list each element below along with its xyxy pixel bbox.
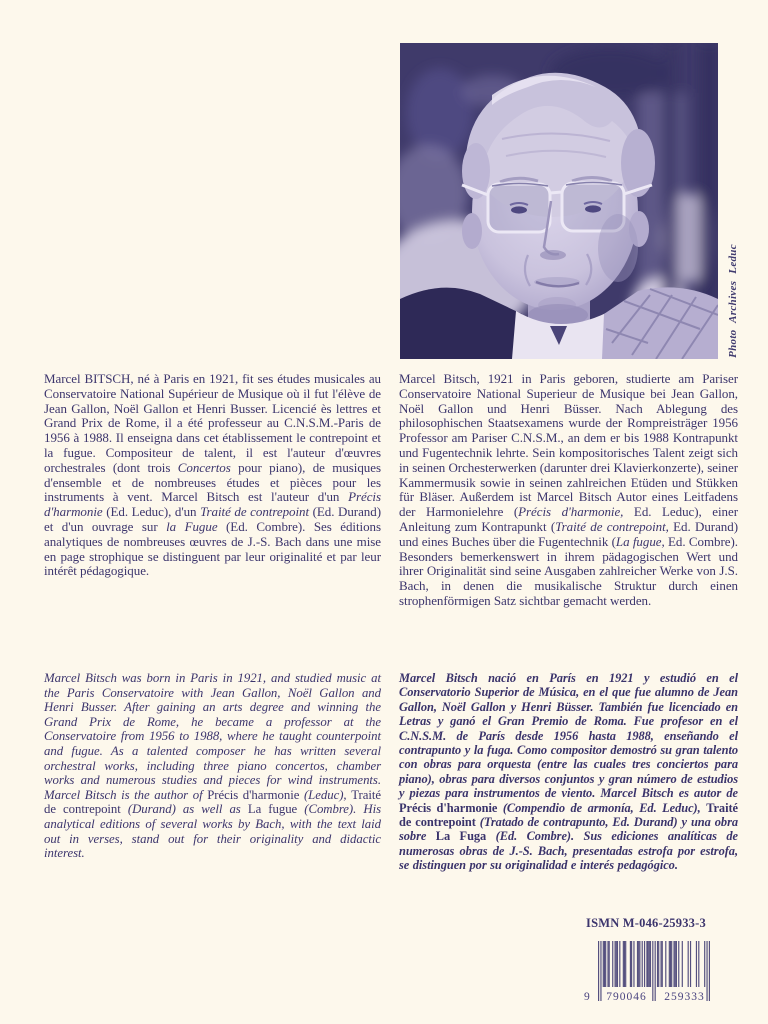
text-segment: (Compendio de armonía, Ed. Leduc), — [497, 800, 707, 815]
text-segment: La fugue — [247, 802, 298, 817]
bio-paragraph-english — [44, 671, 381, 861]
photo-credit: Photo Archives Leduc — [727, 244, 739, 358]
text-segment: Précis d'harmonie — [44, 489, 381, 520]
text-segment: Précis d'harmonie, — [518, 504, 624, 520]
text-segment: Ed. Leduc), einer Anleitung zum Kontrapunkt ( — [399, 504, 738, 534]
bio-paragraph-french — [44, 372, 381, 579]
text-segment: (Tratado de contrapunto, Ed. Durand) y una obra sobre — [399, 815, 738, 844]
ean-barcode — [584, 941, 716, 1003]
text-segment: Traité de contrepoint — [399, 800, 738, 830]
text-segment: Marcel Bitsch nació en París en 1921 y estudió en el Conservatorio Superior de Música, en el que fue alumno de Jean Gallon, Noël Gallon y Henri Büsser. También fue licenciado en Letras y ganó el Gran Premio de Roma. Fue profesor en el C.N.S.M. de París desde 1956 hasta 1988, enseñando el contrapunto y la fuga. Como compositor demostró su gran talento con obras para orquesta (entre las cuales tres conciertos para piano), obras para diversos conjuntos y gran número de estudios y piezas para instrumentos de viento. Marcel Bitsch es autor de — [399, 671, 738, 801]
text-segment: pour piano), de musiques d'ensemble et de nombreuses études et pièces pour les instruments à vent. Marcel Bitsch est l'auteur d'un — [44, 459, 381, 505]
portrait-photo — [400, 43, 718, 359]
text-segment: Concertos — [177, 459, 231, 475]
portrait-photo-art — [400, 43, 718, 359]
text-segment: Précis d'harmonie — [207, 787, 300, 802]
text-segment: Précis d'harmonie — [399, 800, 498, 815]
text-segment: La Fuga — [435, 829, 487, 844]
text-segment: Traité de contrepoint — [44, 787, 381, 817]
text-segment: Ed. Durand) und eines Buches über die Fugentechnik ( — [399, 518, 738, 549]
text-segment: (Ed. Combre). Sus ediciones analíticas de numerosas obras de J.-S. Bach, presentadas estrofa por estrofa, se distinguen por su originalidad e interés pedagógico. — [399, 829, 738, 873]
text-segment: (Ed. Combre). Ses éditions analytiques de nombreuses œuvres de J.-S. Bach dans une mise en page strophique se distinguent par leur originalité et par leur intérêt pédagogique. — [44, 518, 381, 579]
barcode-digit-lead: 9 — [584, 991, 590, 1003]
text-segment: (Durand) as well as — [120, 802, 248, 817]
text-segment: Ed. Combre). Besonders bemerkenswert in ihrem pädagogischen Wert und ihrer Originalität sind seine Ausgaben zahlreicher Werke von J.S. Bach, in denen die musikalische Struktur durch einen strophenförmigen Satz sichtbar gemacht werden. — [399, 533, 738, 608]
text-segment: Marcel Bitsch, 1921 in Paris geboren, studierte am Pariser Conservatoire National Superieur de Musique bei Jean Gallon, Noël Gallon und Henri Büsser. Nach Ablegung des philosophischen Staatsexamens wurde der Rompreisträger 1956 Professor am Pariser C.N.S.M., an dem er bis 1988 Kontrapunkt und Fugentechnik lehrte. Sein kompositorisches Talent zeigt sich in seinen Orchesterwerken (darunter drei Klavierkonzerte), seiner Kammermusik sowie in seinen zahlreichen Etüden und Stükken für Bläser. Außerdem ist Marcel Bitsch Autor eines Leitfadens der Harmonielehre ( — [399, 371, 738, 520]
text-segment: (Combre). His analytical editions of several works by Bach, with the text laid out in verses, stand out for their originality and didactic interest. — [44, 802, 382, 861]
text-segment: Marcel BITSCH, né à Paris en 1921, fit ses études musicales au Conservatoire National Supérieur de Musique où il fut l'élève de Jean Gallon, Noël Gallon et Henri Busser. Licencié ès lettres et Grand Prix de Rome, il a été professeur au C.N.S.M.-Paris de 1956 à 1988. Il enseigna dans cet établissement le contrepoint et la fugue. Compositeur de talent, il est l'auteur d'œuvres orchestrales (dont trois — [44, 371, 381, 475]
text-segment: Marcel Bitsch was born in Paris in 1921, and studied music at the Paris Conservatoire with Jean Gallon, Noël Gallon and Henri Busser. After gaining an arts degree and winning the Grand Prix de Rome, he became a professor at the Conservatoire from 1956 to 1988, where he taught counterpoint and fugue. As a talented composer he has written several orchestral works, including three piano concertos, chamber works and numerous studies and pieces for wind instruments. Marcel Bitsch is the author of — [44, 671, 381, 802]
text-segment: La fugue, — [615, 533, 665, 549]
ismn-number: ISMN M-046-25933-3 — [586, 916, 706, 930]
barcode-digit-group2: 259333 — [664, 991, 705, 1003]
barcode-digit-group1: 790046 — [606, 991, 647, 1003]
bio-paragraph-spanish — [399, 671, 738, 873]
text-segment: Traité de contrepoint, — [555, 518, 669, 534]
bio-paragraph-german — [399, 372, 738, 609]
text-segment: (Ed. Leduc), d'un — [102, 504, 201, 520]
text-segment: (Leduc), — [299, 787, 352, 802]
text-segment: Traité de contrepoint — [200, 504, 310, 520]
text-segment: (Ed. Durand) et d'un ouvrage sur — [44, 504, 381, 534]
text-segment: la Fugue — [166, 518, 218, 534]
